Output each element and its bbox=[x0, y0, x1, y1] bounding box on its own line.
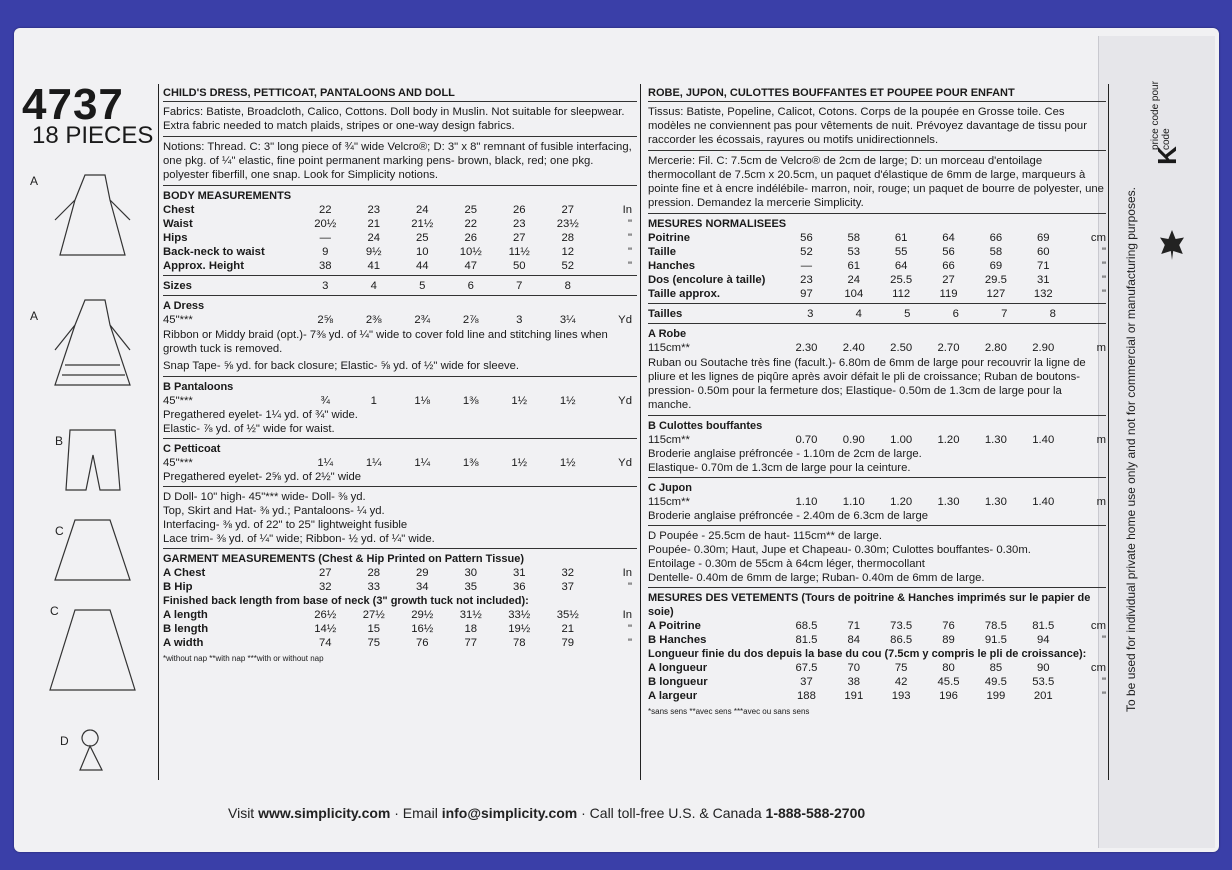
size-value: 3 bbox=[807, 308, 814, 320]
tailles-row: Tailles 3 4 5 6 7 8 bbox=[648, 303, 1106, 321]
a-robe-metrage bbox=[648, 341, 1106, 355]
price-code-label: price code pour code bbox=[1150, 81, 1172, 150]
doll-sketch-d bbox=[80, 730, 102, 770]
table-row: B Hanches 81.5 84 86.5 89 91.5 94 " bbox=[648, 634, 1106, 646]
b-yardage bbox=[163, 394, 637, 408]
d-entoilage: Entoilage - 0.30m de 55cm à 64cm léger, thermocollant bbox=[648, 558, 925, 570]
view-sketches bbox=[30, 160, 160, 780]
d-top: Top, Skirt and Hat- ⅜ yd.; Pantaloons- ¼ yd. bbox=[163, 505, 385, 517]
table-row: B longueur 37 38 42 45.5 49.5 53.5 " bbox=[648, 676, 1106, 688]
body-measurements-table bbox=[163, 203, 637, 273]
table-row: A width 74 75 76 77 78 79 " bbox=[163, 637, 632, 649]
mesures-vetements-header: MESURES DES VETEMENTS (Tours de poitrine & Hanches imprimés sur le papier de soie) bbox=[648, 587, 1106, 619]
d-dentelle: Dentelle- 0.40m de 6mm de large; Ruban- 0.40m de 6mm de large. bbox=[648, 572, 985, 584]
table-row: Dos (encolure à taille) 23 24 25.5 27 29.5 31 " bbox=[648, 274, 1106, 286]
back-length-table bbox=[163, 608, 637, 650]
mesures-normalisees-header: MESURES NORMALISEES bbox=[648, 213, 1106, 231]
a-robe-header: A Robe bbox=[648, 323, 1106, 341]
table-row: Back-neck to waist 9 9½ 10 10½ 11½ 12 " bbox=[163, 246, 632, 258]
d-pou: Poupée- 0.30m; Haut, Jupe et Chapeau- 0.30m; Culottes bouffantes- 0.30m. bbox=[648, 544, 1031, 556]
mesures-vetements-table bbox=[648, 619, 1106, 647]
table-row: A longueur 67.5 70 75 80 85 90 cm bbox=[648, 662, 1106, 674]
table-row: 45"*** ¾ 1 1⅛ 1⅜ 1½ 1½ Yd bbox=[163, 395, 632, 407]
back-length-note: Finished back length from base of neck (3" growth tuck not included): bbox=[163, 595, 529, 607]
table-row: 115cm** 0.70 0.90 1.00 1.20 1.30 1.40 m bbox=[648, 434, 1106, 446]
view-letter: A bbox=[30, 174, 39, 188]
divider-left bbox=[158, 84, 159, 780]
view-letter: D bbox=[60, 734, 69, 748]
longueur-table bbox=[648, 661, 1106, 703]
price-code: K bbox=[1151, 146, 1182, 165]
size-value: 4 bbox=[855, 308, 862, 320]
table-row: Hanches — 61 64 66 69 71 " bbox=[648, 260, 1106, 272]
petticoat-sketch-c2 bbox=[50, 610, 135, 690]
website-link[interactable]: www.simplicity.com bbox=[258, 805, 391, 821]
c-jupon-header: C Jupon bbox=[648, 477, 1106, 495]
table-row: Taille approx. 97 104 112 119 127 132 " bbox=[648, 288, 1106, 300]
view-letter: B bbox=[55, 434, 64, 448]
pattern-number: 4737 bbox=[22, 80, 124, 129]
pants-sketch-b bbox=[66, 430, 120, 490]
footer-contact: Visit www.simplicity.com · Email info@simplicity.com · Call toll-free U.S. & Canada 1-888-588-2700 bbox=[228, 805, 866, 821]
view-letter: C bbox=[50, 604, 59, 618]
phone-number: 1-888-588-2700 bbox=[765, 805, 866, 821]
pieces-count: 18 PIECES bbox=[32, 122, 154, 149]
b-pantaloons-header: B Pantaloons bbox=[163, 376, 637, 394]
table-row: A largeur 188 191 193 196 199 201 " bbox=[648, 690, 1106, 702]
b-eyelet: Pregathered eyelet- 1¼ yd. of ¾" wide. bbox=[163, 409, 358, 421]
french-footnote: *sans sens **avec sens ***avec ou sans sens bbox=[648, 707, 810, 716]
table-row: 45"*** 2⅝ 2⅜ 2¾ 2⅞ 3 3¼ Yd bbox=[163, 314, 632, 326]
d-interfacing: Interfacing- ⅜ yd. of 22" to 25" lightweight fusible bbox=[163, 519, 408, 531]
body-measurements-header: BODY MEASUREMENTS bbox=[163, 185, 637, 203]
size-value: 7 bbox=[1001, 308, 1008, 320]
french-mercerie: Mercerie: Fil. C: 7.5cm de Velcro® de 2cm de large; D: un morceau d'entoilage thermocollant de 7.5cm x 20.5cm, un paquet d'élastique de 6mm de large, marqueurs à pointe fine et à encre indélébile- marron, noir, rouge; un paquet de bourre de polyester, une pression. Demandez la mercerie Simplicity. bbox=[648, 150, 1106, 210]
divider-middle bbox=[640, 84, 641, 780]
mesures-table bbox=[648, 231, 1106, 301]
size-value: 8 bbox=[1049, 308, 1056, 320]
c-eyelet: Pregathered eyelet- 2⅝ yd. of 2½" wide bbox=[163, 471, 362, 483]
sizes-row: Sizes 3 4 5 6 7 8 bbox=[163, 275, 637, 293]
french-column bbox=[648, 86, 1106, 719]
view-letter: C bbox=[55, 524, 64, 538]
b-broderie: Broderie anglaise préfroncée - 1.10m de 2cm de large. bbox=[648, 448, 922, 460]
d-poupee: D Poupée - 25.5cm de haut- 115cm** de large. bbox=[648, 525, 1106, 543]
english-footnote: *without nap **with nap ***with or without nap bbox=[163, 654, 324, 663]
d-lace: Lace trim- ⅜ yd. of ¼" wide; Ribbon- ½ yd. of ¼" wide. bbox=[163, 533, 435, 545]
c-metrage bbox=[648, 495, 1106, 509]
petticoat-sketch-c1 bbox=[55, 520, 130, 580]
table-row: B Hip 32 33 34 35 36 37 " bbox=[163, 581, 632, 593]
garment-measurements-header: GARMENT MEASUREMENTS (Chest & Hip Printed on Pattern Tissue) bbox=[163, 548, 637, 566]
size-value: 6 bbox=[467, 280, 474, 292]
dress-sketch-a1 bbox=[55, 175, 130, 255]
table-row: Hips — 24 25 26 27 28 " bbox=[163, 232, 632, 244]
c-yardage bbox=[163, 456, 637, 470]
table-row: A Chest 27 28 29 30 31 32 In bbox=[163, 567, 632, 579]
size-value: 8 bbox=[564, 280, 571, 292]
table-row: 115cm** 1.10 1.10 1.20 1.30 1.30 1.40 m bbox=[648, 496, 1106, 508]
b-metrage bbox=[648, 433, 1106, 447]
french-title: ROBE, JUPON, CULOTTES BOUFFANTES ET POUPEE POUR ENFANT bbox=[648, 87, 1015, 99]
table-row: A length 26½ 27½ 29½ 31½ 33½ 35½ In bbox=[163, 609, 632, 621]
table-row: Taille 52 53 55 56 58 60 " bbox=[648, 246, 1106, 258]
b-culottes-header: B Culottes bouffantes bbox=[648, 415, 1106, 433]
a-snap: Snap Tape- ⅝ yd. for back closure; Elastic- ⅝ yd. of ½" wide for sleeve. bbox=[163, 360, 520, 372]
size-value: 4 bbox=[370, 280, 377, 292]
english-column bbox=[163, 86, 637, 666]
size-value: 5 bbox=[419, 280, 426, 292]
a-dress-header: A Dress bbox=[163, 295, 637, 313]
table-row: A Poitrine 68.5 71 73.5 76 78.5 81.5 cm bbox=[648, 620, 1106, 632]
divider-right bbox=[1108, 84, 1109, 780]
garment-measurements-table bbox=[163, 566, 637, 594]
a-dress-yardage bbox=[163, 313, 637, 327]
email-link[interactable]: info@simplicity.com bbox=[441, 805, 578, 821]
english-notions: Notions: Thread. C: 3" long piece of ¾" wide Velcro®; D: 3" x 8" remnant of fusible interfacing, one pkg. of ¼" elastic, fine point permanent marking pens- brown, black, red; one pkg. polyester fiberfill, one snap. Look for Simplicity notions. bbox=[163, 136, 637, 182]
french-tissus: Tissus: Batiste, Popeline, Calicot, Cotons. Corps de la poupée en Grosse toile. Ces modèles ne conviennent pas pour vêtements de nuit. Prévoyez davantage de tissu pour raccorder les écossais, rayures ou motifs unidirectionnels. bbox=[648, 101, 1106, 147]
table-row: Chest 22 23 24 25 26 27 In bbox=[163, 204, 632, 216]
b-elastic: Elastic- ⅞ yd. of ½" wide for waist. bbox=[163, 423, 335, 435]
c-broderie: Broderie anglaise préfroncée - 2.40m de 6.3cm de large bbox=[648, 510, 929, 522]
b-elastique: Elastique- 0.70m de 1.3cm de large pour la ceinture. bbox=[648, 462, 911, 474]
usage-notice: To be used for individual private home use only and not for commercial or manufacturing purposes. bbox=[1124, 187, 1138, 712]
size-value: 3 bbox=[322, 280, 329, 292]
longueur-note: Longueur finie du dos depuis la base du cou (7.5cm y compris le pli de croissance): bbox=[648, 648, 1087, 660]
table-row: Poitrine 56 58 61 64 66 69 cm bbox=[648, 232, 1106, 244]
english-fabrics: Fabrics: Batiste, Broadcloth, Calico, Cottons. Doll body in Muslin. Not suitable for sleepwear. Extra fabric needed to match plaids, stripes or one-way design fabrics. bbox=[163, 101, 637, 133]
a-ruban: Ruban ou Soutache très fine (facult.)- 6.80m de 6mm de large pour recouvrir la ligne de pliure et les lignes de piqûre après avoir défait le pli de croissance; Ruban de boutons-pression- 0.50m pour la fermeture dos; Elastique- 0.50m de 1.3cm de large pour la manche. bbox=[648, 357, 1086, 411]
table-row: B length 14½ 15 16½ 18 19½ 21 " bbox=[163, 623, 632, 635]
table-row: 115cm** 2.30 2.40 2.50 2.70 2.80 2.90 m bbox=[648, 342, 1106, 354]
size-value: 6 bbox=[952, 308, 959, 320]
d-doll: D Doll- 10" high- 45"*** wide- Doll- ⅜ yd. bbox=[163, 486, 637, 504]
a-ribbon: Ribbon or Middy braid (opt.)- 7⅜ yd. of ¼" wide to cover fold line and stitching lines when growth tuck is removed. bbox=[163, 329, 608, 355]
table-row: 45"*** 1¼ 1¼ 1¼ 1⅜ 1½ 1½ Yd bbox=[163, 457, 632, 469]
c-petticoat-header: C Petticoat bbox=[163, 438, 637, 456]
view-letter: A bbox=[30, 309, 39, 323]
table-row: Approx. Height 38 41 44 47 50 52 " bbox=[163, 260, 632, 272]
table-row: Waist 20½ 21 21½ 22 23 23½ " bbox=[163, 218, 632, 230]
size-value: 7 bbox=[516, 280, 523, 292]
size-value: 5 bbox=[904, 308, 911, 320]
dress-sketch-a2 bbox=[55, 300, 130, 385]
english-title: CHILD'S DRESS, PETTICOAT, PANTALOONS AND DOLL bbox=[163, 87, 455, 99]
